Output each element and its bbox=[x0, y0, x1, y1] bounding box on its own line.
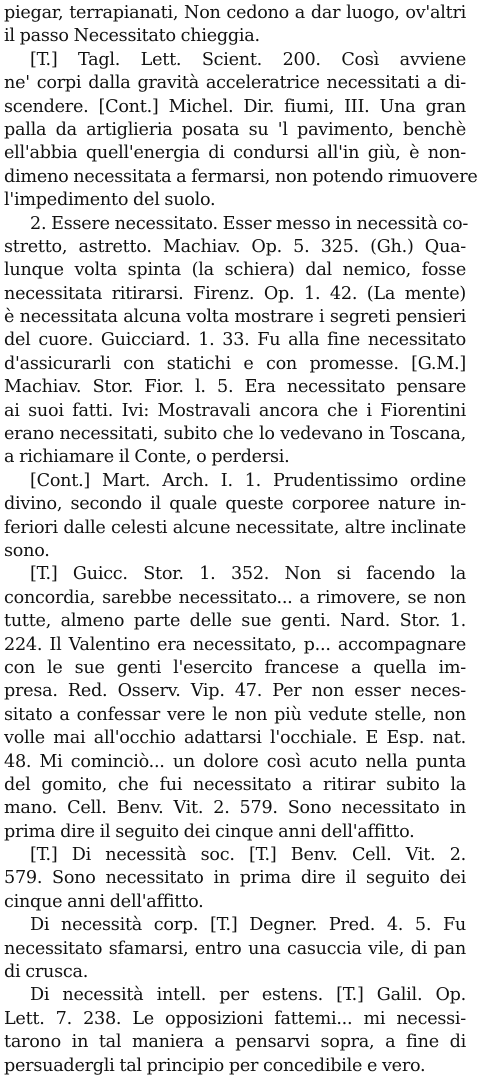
text-line: [Cont.] Mart. Arch. I. 1. Prudentissimo ordine bbox=[30, 470, 466, 491]
text-line: tarono in tal maniera a pensarvi sopra, a fine di bbox=[4, 1032, 466, 1053]
text-line: persuadergli tal principio per concedibile e vero. bbox=[4, 1055, 426, 1076]
text-line: 224. Il Valentino era necessitato, p... accompagnare bbox=[4, 634, 466, 655]
text-line: Di necessità intell. per estens. [T.] Galil. Op. bbox=[30, 985, 466, 1006]
text-line: palla da artiglieria posata su 'l pavimento, benchè bbox=[4, 119, 466, 140]
text-line: del cuore. Guicciard. 1. 33. Fu alla fine necessitato bbox=[4, 330, 466, 351]
text-line: è necessitata alcuna volta mostrare i segreti pensieri bbox=[4, 307, 466, 328]
text-line: concordia, sarebbe necessitato... a rimovere, se non bbox=[4, 587, 466, 608]
text-line: l'impedimento del suolo. bbox=[4, 190, 216, 211]
text-line: cinque anni dell'affitto. bbox=[4, 891, 204, 912]
text-line: volle mai all'occhio adattarsi l'occhiale. E Esp. nat. bbox=[4, 728, 466, 749]
text-line: divino, secondo il quale queste corporee nature in- bbox=[4, 494, 466, 515]
text-line: presa. Red. Osserv. Vip. 47. Per non esser neces- bbox=[4, 681, 466, 702]
text-line: Di necessità corp. [T.] Degner. Pred. 4. 5. Fu bbox=[30, 915, 466, 936]
text-line: Machiav. Stor. Fior. l. 5. Era necessitato pensare bbox=[4, 377, 466, 398]
text-line: stretto, astretto. Machiav. Op. 5. 325. (Gh.) Qua- bbox=[4, 236, 466, 257]
text-line: prima dire il seguito dei cinque anni dell'affitto. bbox=[4, 821, 415, 842]
text-line: Lett. 7. 238. Le opposizioni fattemi... mi necessi- bbox=[4, 1008, 466, 1029]
text-line: d'assicurarli con statichi e con promesse. [G.M.] bbox=[4, 353, 466, 374]
text-line: [T.] Guicc. Stor. 1. 352. Non si facendo la bbox=[30, 564, 466, 585]
text-line: del gomito, che fui necessitato a ritirar subito la bbox=[4, 774, 466, 795]
text-line: [T.] Di necessità soc. [T.] Benv. Cell. Vit. 2. bbox=[30, 845, 466, 866]
text-line: ne' corpi dalla gravità acceleratrice necessitati a di- bbox=[4, 73, 466, 94]
text-line: il passo Necessitato chieggia. bbox=[4, 26, 260, 47]
text-line: mano. Cell. Benv. Vit. 2. 579. Sono necessitato in bbox=[4, 798, 466, 819]
text-line: sono. bbox=[4, 540, 50, 561]
text-line: scendere. [Cont.] Michel. Dir. fiumi, III. Una gran bbox=[4, 96, 466, 117]
text-line: 579. Sono necessitato in prima dire il seguito dei bbox=[4, 868, 466, 889]
text-line: tutte, almeno parte delle sue genti. Nard. Stor. 1. bbox=[4, 611, 466, 632]
text-line: piegar, terrapianati, Non cedono a dar luogo, ov'altri bbox=[4, 3, 466, 23]
text-line: di crusca. bbox=[4, 962, 89, 983]
text-line: [T.] Tagl. Lett. Scient. 200. Così avviene bbox=[30, 49, 466, 70]
text-line: dimeno necessitata a fermarsi, non potendo rimuovere bbox=[4, 166, 478, 187]
text-line: ai suoi fatti. Ivi: Mostravali ancora che i Fiorentini bbox=[4, 400, 466, 421]
text-line: necessitato sfamarsi, entro una casuccia vile, di pan bbox=[4, 938, 466, 959]
text-line: a richiamare il Conte, o perdersi. bbox=[4, 447, 290, 468]
text-line: ell'abbia quell'energia di condursi all'in giù, è non- bbox=[4, 143, 466, 164]
text-line: sitato a confessar vere le non più vedute stelle, non bbox=[4, 704, 466, 725]
text-line: 48. Mi cominciò... un dolore così acuto nella punta bbox=[4, 751, 466, 772]
text-line: con le sue genti l'esercito francese a quella im- bbox=[4, 657, 466, 678]
text-line: 2. Essere necessitato. Esser messo in necessità co- bbox=[30, 213, 469, 234]
text-line: feriori dalle celesti alcune necessitate, altre inclinate bbox=[4, 517, 466, 538]
text-line: erano necessitati, subito che lo vedevano in Toscana, bbox=[4, 424, 466, 445]
text-line: lunque volta spinta (la schiera) dal nemico, fosse bbox=[4, 260, 466, 281]
text-line: necessitata ritirarsi. Firenz. Op. 1. 42. (La mente) bbox=[4, 283, 466, 304]
entry-text bbox=[4, 2, 478, 1078]
